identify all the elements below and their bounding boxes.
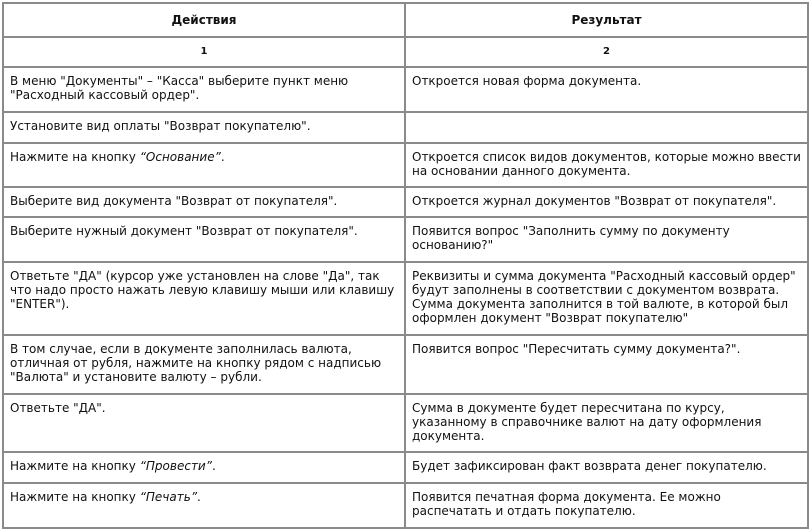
button-name-osnovanie: “Основание” bbox=[139, 150, 221, 165]
action-cell: Ответьте "ДА". bbox=[3, 394, 405, 452]
column-number-2: 2 bbox=[405, 37, 808, 67]
result-cell: Будет зафиксирован факт возврата денег покупателю. bbox=[405, 452, 808, 483]
action-text-end: . bbox=[211, 458, 216, 473]
button-name-provesti: “Провести” bbox=[139, 458, 212, 473]
result-cell: Появится печатная форма документа. Ее можно распечатать и отдать покупателю. bbox=[405, 483, 808, 528]
table-row bbox=[3, 67, 808, 112]
column-number-row bbox=[3, 37, 808, 67]
action-text: Нажмите на кнопку bbox=[10, 458, 140, 473]
action-text: Нажмите на кнопку bbox=[10, 150, 140, 165]
column-number-1: 1 bbox=[3, 37, 405, 67]
result-cell: Откроется список видов документов, которые можно ввести на основании данного документа. bbox=[405, 143, 808, 187]
result-cell bbox=[405, 112, 808, 143]
action-cell: Ответьте "ДА" (курсор уже установлен на слове "Да", так что надо просто нажать левую клавишу мыши или клавишу "ENTER"). bbox=[3, 262, 405, 335]
table-row bbox=[3, 187, 808, 217]
result-cell: Откроется новая форма документа. bbox=[405, 67, 808, 112]
action-cell: В том случае, если в документе заполнилась валюта, отличная от рубля, нажмите на кнопку рядом с надписью "Валюта" и установите валюту – рубли. bbox=[3, 335, 405, 394]
result-cell: Реквизиты и сумма документа "Расходный кассовый ордер" будут заполнены в соответствии с документом возврата. Сумма документа заполнится в той валюте, в которой был оформлен документ "Возврат покупателю" bbox=[405, 262, 808, 335]
action-text-end: . bbox=[220, 150, 225, 165]
action-cell: Выберите вид документа "Возврат от покупателя". bbox=[3, 187, 405, 217]
action-text: Нажмите на кнопку bbox=[10, 490, 140, 505]
action-cell: Выберите нужный документ "Возврат от покупателя". bbox=[3, 217, 405, 262]
instructions-table bbox=[2, 2, 809, 529]
table-row bbox=[3, 452, 808, 483]
action-cell bbox=[3, 143, 405, 187]
header-result: Результат bbox=[405, 3, 808, 37]
action-cell bbox=[3, 483, 405, 528]
result-cell: Появится вопрос "Пересчитать сумму документа?". bbox=[405, 335, 808, 394]
action-cell: Установите вид оплаты "Возврат покупателю". bbox=[3, 112, 405, 143]
table-header-row bbox=[3, 3, 808, 37]
table-row bbox=[3, 262, 808, 335]
table-row bbox=[3, 483, 808, 528]
result-cell: Сумма в документе будет пересчитана по курсу, указанному в справочнике валют на дату оформления документа. bbox=[405, 394, 808, 452]
action-cell bbox=[3, 452, 405, 483]
table-row bbox=[3, 217, 808, 262]
table-row bbox=[3, 112, 808, 143]
table-row bbox=[3, 394, 808, 452]
result-cell: Откроется журнал документов "Возврат от покупателя". bbox=[405, 187, 808, 217]
result-cell: Появится вопрос "Заполнить сумму по документу основанию?" bbox=[405, 217, 808, 262]
table-row bbox=[3, 335, 808, 394]
table-row bbox=[3, 143, 808, 187]
action-text-end: . bbox=[197, 490, 201, 505]
header-actions: Действия bbox=[3, 3, 405, 37]
action-cell: В меню "Документы" – "Касса" выберите пункт меню "Расходный кассовый ордер". bbox=[3, 67, 405, 112]
button-name-pechat: “Печать” bbox=[139, 490, 198, 505]
